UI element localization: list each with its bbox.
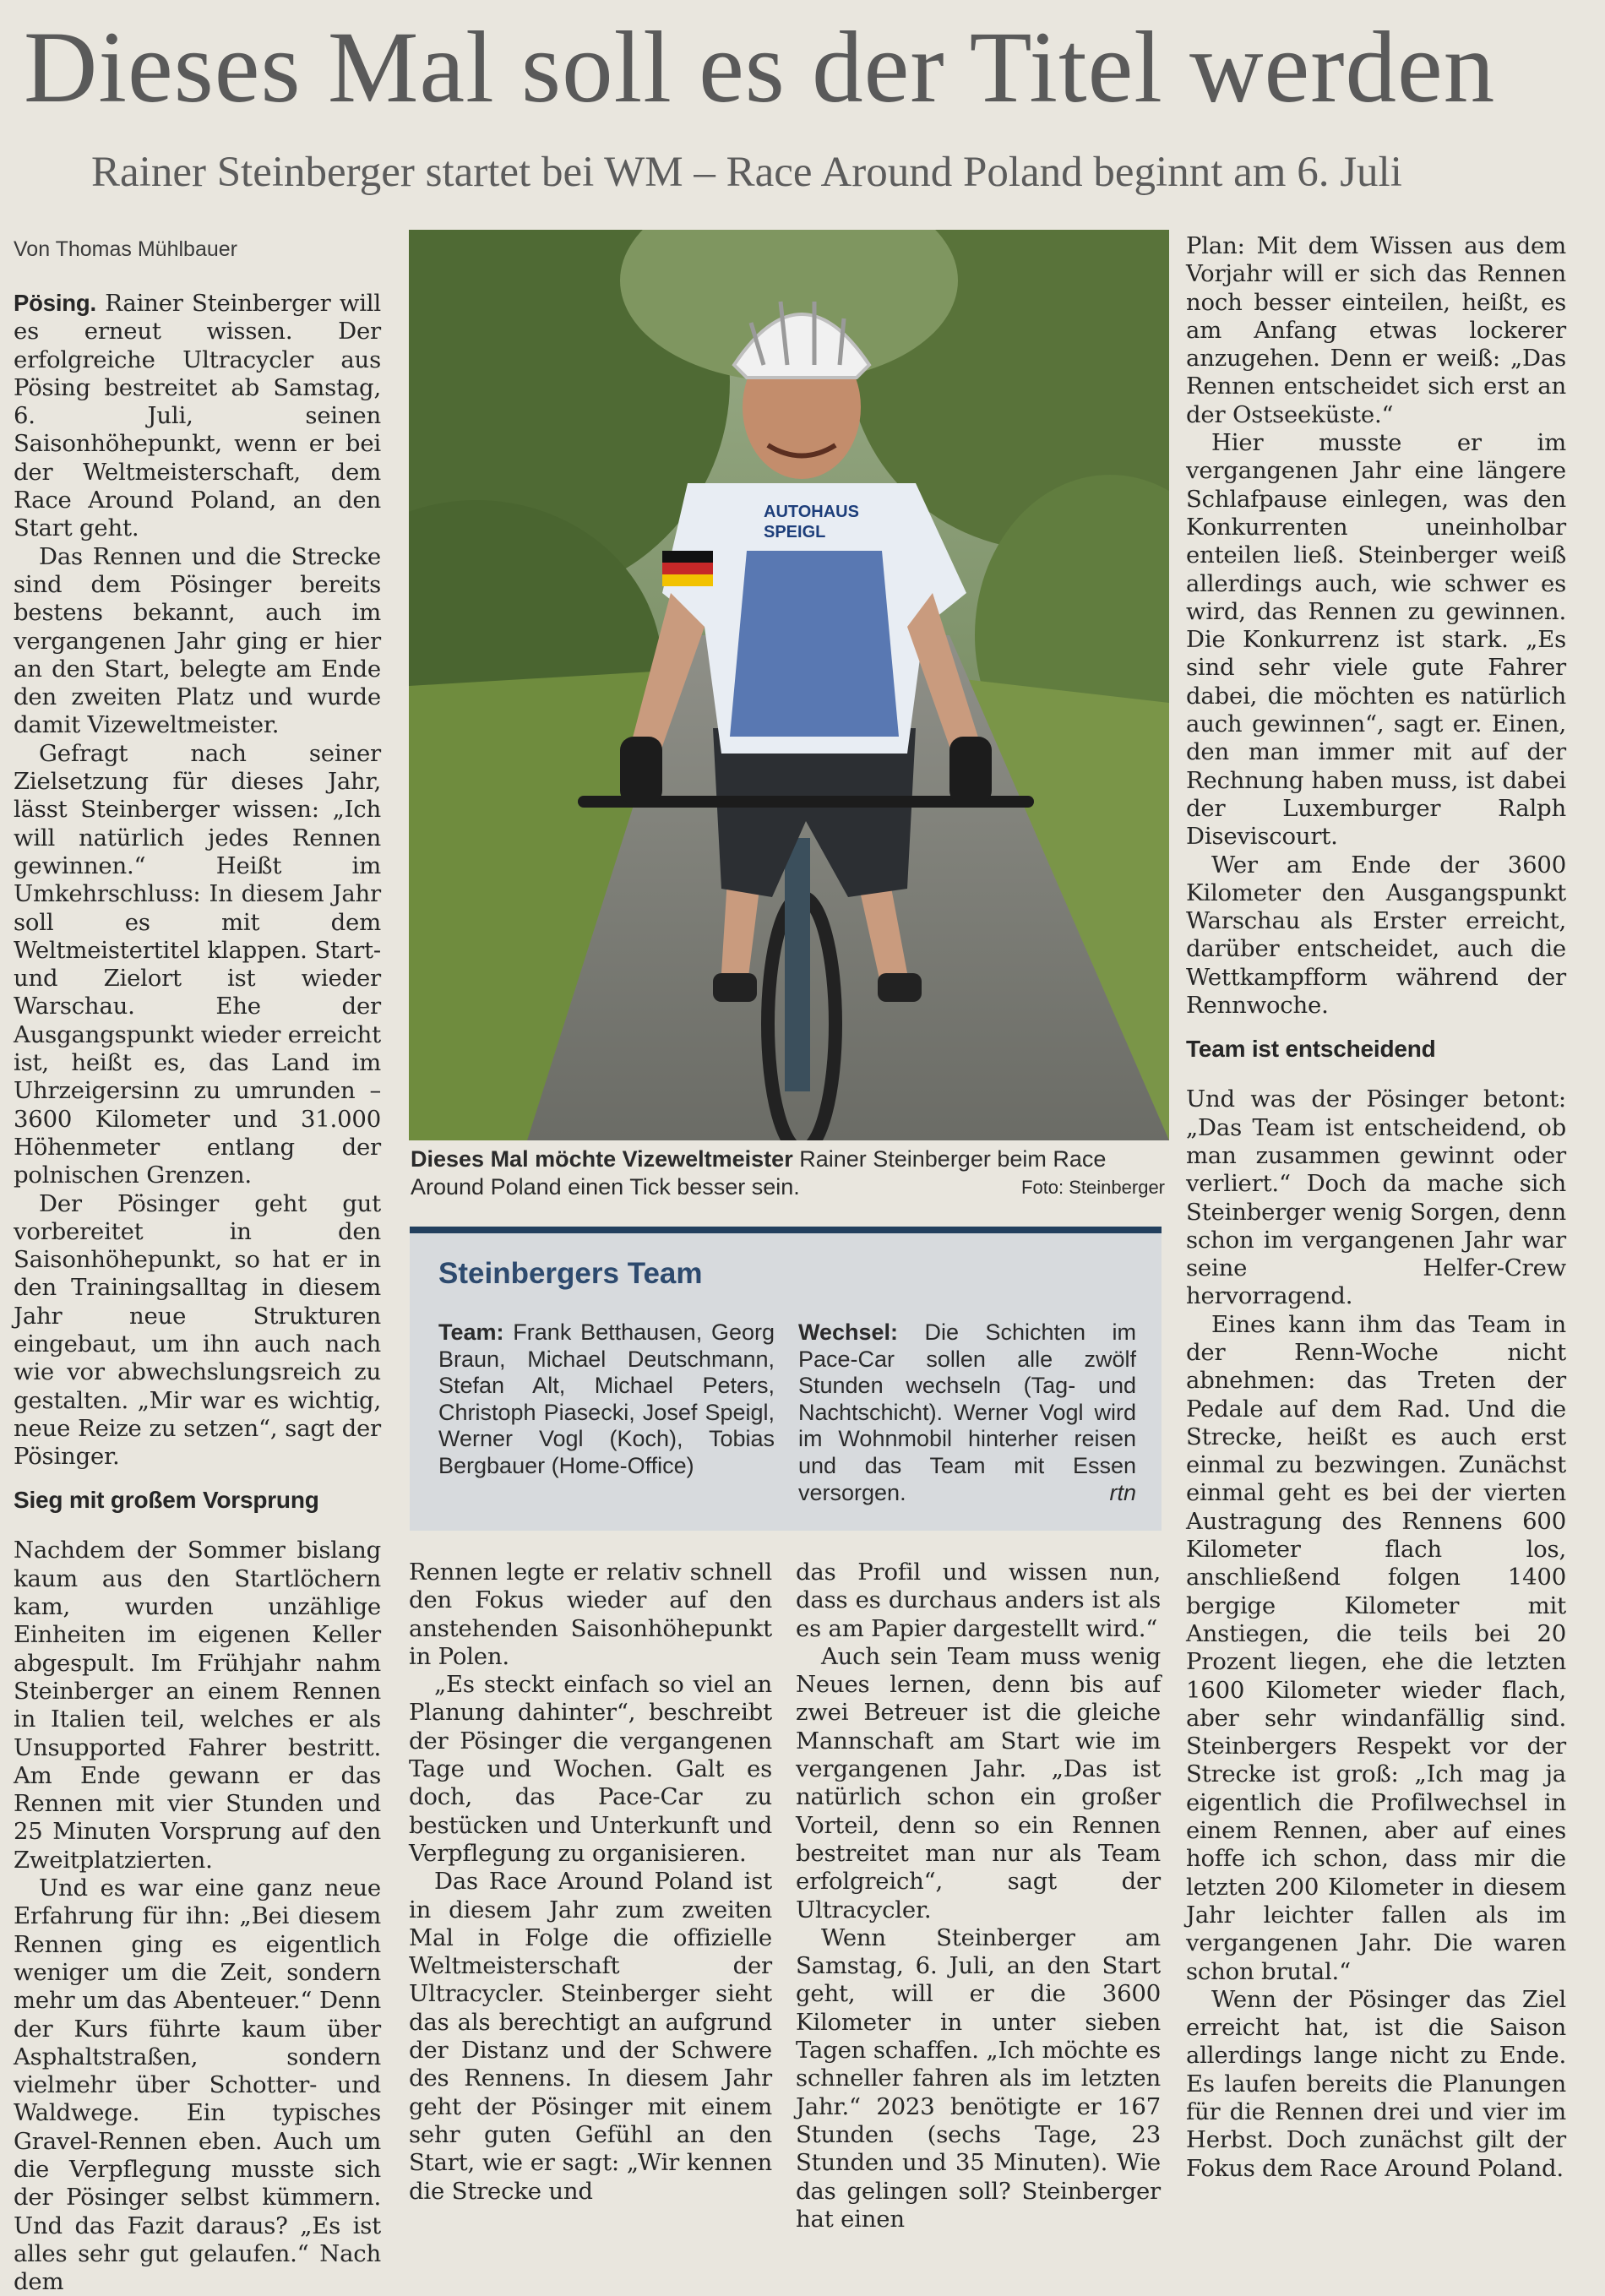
signature: rtn	[1109, 1479, 1136, 1505]
change-text: Die Schichten im Pace-Car sollen alle zwölf Stunden wechseln (Tag- und Nachtschicht). Werner Vogl wird im Wohnmobil hinterher reisen und das Team mit Essen versorgen.	[798, 1319, 1136, 1505]
cyclist-photo	[409, 230, 1169, 1140]
article-column-1	[14, 289, 381, 2296]
infobox-title: Steinbergers Team	[438, 1257, 703, 1290]
paragraph: Und es war eine ganz neue Erfahrung für ihn: „Bei diesem Rennen ging es eigentlich weniger um die Zeit, sondern mehr um das Abenteuer.“ Denn der Kurs führte kaum über Asphaltstraßen, sondern vielmehr über Schotter- und Waldwege. Ein typisches Gravel-Rennen eben. Auch um die Verpflegung musste sich der Pösinger selbst kümmern. Und das Fazit daraus? „Es ist alles sehr gut gelaufen.“ Nach dem	[14, 1874, 381, 2296]
photo-credit: Foto: Steinberger	[1021, 1177, 1165, 1198]
section-heading: Team ist entscheidend	[1186, 1036, 1436, 1063]
headline: Dieses Mal soll es der Titel werden	[24, 11, 1496, 124]
paragraph: Der Pösinger geht gut vorbereitet in den Saisonhöhepunkt, so hat er in den Trainingsalltag in diesem Jahr neue Strukturen eingebaut, um ihn auch nach wie vor abwechslungsreich zu gestalten. „Mir war es wichtig, neue Reize zu setzen“, sagt der Pösinger.	[14, 1189, 381, 1471]
change-label: Wechsel:	[798, 1319, 899, 1345]
dateline: Pösing.	[14, 290, 96, 316]
byline: Von Thomas Mühlbauer	[14, 237, 237, 261]
paragraph: Wenn Steinberger am Samstag, 6. Juli, an den Start geht, will er die 3600 Kilometer in unter sieben Tagen schaffen. „Ich möchte es schneller fahren als im letzten Jahr.“ 2023 benötigte er 167 Stunden (sechs Tage, 23 Stunden und 35 Minuten). Wie das gelingen soll? Steinberger hat einen	[796, 1923, 1161, 2233]
infobox-team	[438, 1319, 775, 1480]
infobox-change	[798, 1319, 1136, 1506]
paragraph: Hier musste er im vergangenen Jahr eine längere Schlafpause einlegen, was den Konkurrenten uneinholbar enteilen ließ. Steinberger weiß allerdings auch, wie schwer es wird, das Rennen zu gewinnen. Die Konkurrenz ist stark. „Es sind sehr viele gute Fahrer dabei, die möchten es natürlich auch gewinnen“, sagt er. Einen, den man immer mit auf der Rechnung haben muss, ist dabei der Luxemburger Ralph Diseviscourt.	[1186, 429, 1566, 851]
article-column-2	[409, 1559, 772, 2206]
team-infobox	[410, 1227, 1162, 1531]
paragraph: Gefragt nach seiner Zielsetzung für dieses Jahr, lässt Steinberger wissen: „Ich will natürlich jedes Rennen gewinnen.“ Heißt im Umkehrschluss: In diesem Jahr soll es mit dem Weltmeistertitel klappen. Start- und Zielort ist wieder Warschau. Ehe der Ausgangspunkt wieder erreicht ist, heißt es, das Land im Uhrzeigersinn zu umrunden – 3600 Kilometer und 31.000 Höhenmeter entlang der polnischen Grenzen.	[14, 739, 381, 1189]
caption-text: Rainer Steinberger beim Race Around Poland einen Tick besser sein.	[411, 1146, 1107, 1200]
article-column-4	[1186, 232, 1566, 2183]
paragraph: Das Rennen und die Strecke sind dem Pösinger bereits bestens bekannt, auch im vergangenen Jahr ging er hier an den Start, belegte am Ende den zweiten Platz und wurde damit Vizeweltmeister.	[14, 542, 381, 739]
paragraph: Plan: Mit dem Wissen aus dem Vorjahr will er sich das Rennen noch besser einteilen, heißt, es am Anfang etwas lockerer anzugehen. Denn er weiß: „Das Rennen entscheidet sich erst an der Ostseeküste.“	[1186, 232, 1566, 428]
section-heading: Sieg mit großem Vorsprung	[14, 1487, 319, 1514]
jersey-text: SPEIGL	[764, 523, 826, 541]
paragraph: Das Race Around Poland ist in diesem Jahr zum zweiten Mal in Folge die offizielle Weltmeisterschaft der Ultracycler. Steinberger sieht das als berechtigt an aufgrund der Distanz und der Schwere des Rennens. In diesem Jahr geht der Pösinger mit einem sehr guten Gefühl an den Start, wie er sagt: „Wir kennen die Strecke und	[409, 1868, 772, 2205]
jersey-text: AUTOHAUS	[764, 503, 859, 521]
paragraph: Wenn der Pösinger das Ziel erreicht hat, ist die Saison allerdings lange nicht zu Ende. Es laufen bereits die Planungen für die Rennen drei und vier im Herbst. Doch zunächst gilt der Fokus dem Race Around Poland.	[1186, 1985, 1566, 2182]
cyclist-illustration	[409, 230, 1169, 1140]
paragraph: das Profil und wissen nun, dass es durchaus anders ist als es am Papier dargestellt wird.“	[796, 1559, 1161, 1642]
paragraph: Eines kann ihm das Team in der Renn-Woche nicht abnehmen: das Treten der Pedale auf dem Rad. Und die Strecke, heißt es auch erst einmal zu bezwingen. Zunächst einmal geht es bei der vierten Austragung des Rennens 600 Kilometer flach los, anschließend folgen 1400 bergige Kilometer mit Anstiegen, die teils bei 20 Prozent liegen, ehe die letzten 1600 Kilometer wieder flach, aber sehr windanfällig sind. Steinbergers Respekt vor der Strecke ist groß: „Ich mag ja eigentlich die Profilwechsel in einem Rennen, aber auf eines hoffe ich schon, dass mir die letzten 200 Kilometer in diesem Jahr leichter fallen als im vergangenen Jahr. Die waren schon brutal.“	[1186, 1310, 1566, 1985]
subheadline: Rainer Steinberger startet bei WM – Race Around Poland beginnt am 6. Juli	[91, 149, 1402, 196]
team-label: Team:	[438, 1319, 504, 1345]
caption-bold: Dieses Mal möchte Vizeweltmeister	[411, 1146, 793, 1172]
paragraph: Wer am Ende der 3600 Kilometer den Ausgangspunkt Warschau als Erster erreicht, darüber entscheidet, auch die Wettkampfform während der Rennwoche.	[1186, 851, 1566, 1020]
paragraph: „Es steckt einfach so viel an Planung dahinter“, beschreibt der Pösinger die vergangenen Tage und Wochen. Galt es doch, das Pace-Car zu bestücken und Unterkunft und Verpflegung zu organisieren.	[409, 1671, 772, 1867]
paragraph: Und was der Pösinger betont: „Das Team ist entscheidend, ob man zusammen gewinnt oder verliert.“ Doch da mache sich Steinberger wenig Sorgen, denn schon im vergangenen Jahr war seine Helfer-Crew hervorragend.	[1186, 1085, 1566, 1310]
paragraph	[14, 289, 381, 543]
paragraph: Rennen legte er relativ schnell den Fokus wieder auf den anstehenden Saisonhöhepunkt in Polen.	[409, 1559, 772, 1670]
photo-caption	[411, 1145, 1165, 1201]
paragraph: Nachdem der Sommer bislang kaum aus den Startlöchern kam, wurden unzählige Einheiten im eigenen Keller abgespult. Im Frühjahr nahm Steinberger an einem Rennen in Italien teil, welches er als Unsupported Fahrer bestritt. Am Ende gewann er das Rennen mit vier Stunden und 25 Minuten Vorsprung auf den Zweitplatzierten.	[14, 1537, 381, 1874]
team-text: Frank Betthausen, Georg Braun, Michael Deutschmann, Stefan Alt, Michael Peters, Christoph Piasecki, Josef Speigl, Werner Vogl (Koch), Tobias Bergbauer (Home-Office)	[438, 1319, 775, 1478]
article-column-3	[796, 1559, 1161, 2233]
paragraph-text: Rainer Steinberger will es erneut wissen. Der erfolgreiche Ultracycler aus Pösing bestreitet ab Samstag, 6. Juli, seinen Saisonhöhepunkt, wenn er bei der Weltmeisterschaft, dem Race Around Poland, an den Start geht.	[14, 290, 381, 542]
paragraph: Auch sein Team muss wenig Neues lernen, denn bis auf zwei Betreuer ist die gleiche Mannschaft am Start wie im vergangenen Jahr. „Das ist natürlich schon ein großer Vorteil, denn so ein Rennen bestreitet man nur als Team erfolgreich“, sagt der Ultracycler.	[796, 1642, 1161, 1923]
